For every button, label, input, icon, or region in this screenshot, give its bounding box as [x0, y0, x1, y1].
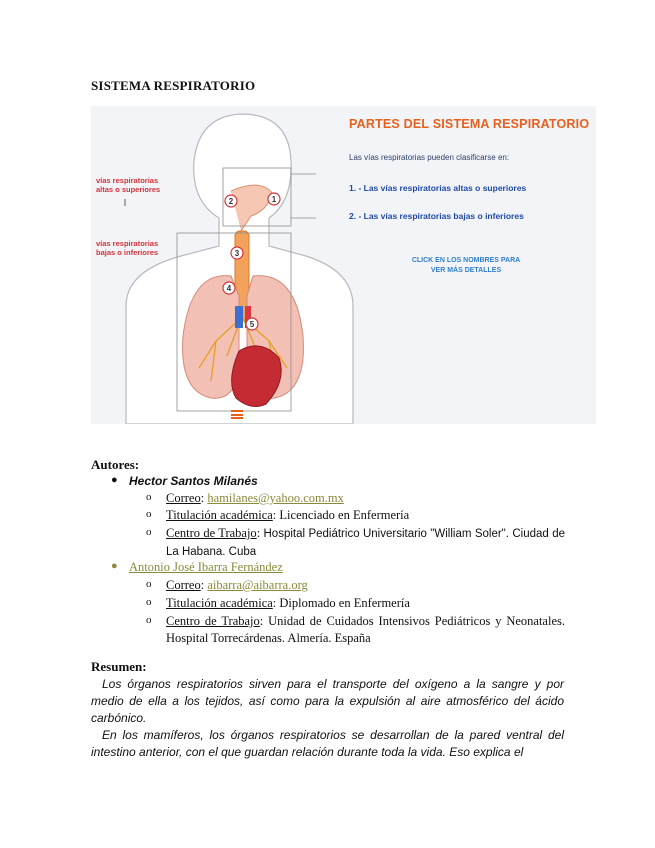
- author-name-link[interactable]: Antonio José Ibarra Fernández: [129, 560, 283, 574]
- degree-value: Licenciado en Enfermería: [279, 508, 410, 522]
- sub-bullet-icon: o: [146, 596, 152, 608]
- degree-label: Titulación académica: [166, 508, 273, 522]
- summary-paragraph: Los órganos respiratorios sirven para el transporte del oxígeno a la sangre y por medio de ella a los tejidos, así como para la expulsión al aire atmosférico del ácido carbónico.: [91, 677, 564, 725]
- figure-heading: PARTES DEL SISTEMA RESPIRATORIO: [349, 117, 590, 131]
- author-work-row: Centro de Trabajo: Hospital Pediátrico Universitario "William Soler". Ciudad de La Habana. Cuba: [166, 526, 565, 558]
- figure-intro: Las vías respiratorias pueden clasificarse en:: [349, 153, 510, 162]
- sub-bullet-icon: o: [146, 614, 152, 626]
- sub-bullet-icon: o: [146, 578, 152, 590]
- marker-1-label: 1: [271, 195, 277, 204]
- menu-icon[interactable]: [231, 410, 243, 419]
- bullet-icon: ●: [111, 560, 118, 572]
- author-degree-row: Titulación académica: Licenciado en Enfermería: [166, 508, 410, 522]
- author-name: Hector Santos Milanés: [129, 474, 258, 488]
- sub-bullet-icon: o: [146, 508, 152, 520]
- sub-bullet-icon: o: [146, 491, 152, 503]
- click-instruction: CLICK EN LOS NOMBRES PARA VER MÁS DETALLES: [411, 257, 521, 274]
- marker-4-label: 4: [226, 284, 232, 293]
- sub-bullet-icon: o: [146, 526, 152, 538]
- summary-body: [91, 676, 564, 761]
- author-email-row: Correo: hamilanes@yahoo.com.mx: [166, 491, 344, 505]
- marker-3-label: 3: [234, 249, 240, 258]
- email-label: Correo: [166, 578, 201, 592]
- work-label: Centro de Trabajo: [166, 526, 257, 540]
- marker-5-label: 5: [249, 320, 255, 329]
- lower-airways-label[interactable]: vías respiratorias bajas o inferiores: [96, 239, 159, 257]
- document-title: SISTEMA RESPIRATORIO: [91, 78, 256, 93]
- email-link[interactable]: hamilanes@yahoo.com.mx: [207, 491, 344, 505]
- work-label: Centro de Trabajo: [166, 614, 260, 628]
- author-work-row: Centro de Trabajo: Unidad de Cuidados Intensivos Pediátricos y Neonatales. Hospital Torrecárdenas. Almería. España: [166, 614, 565, 645]
- summary-paragraph: En los mamíferos, los órganos respiratorios se desarrollan de la pared ventral del intestino anterior, con el que guardan relación durante toda la vida. Eso explica el: [91, 728, 564, 759]
- respiratory-system-figure: [91, 106, 596, 424]
- bullet-icon: ●: [111, 474, 118, 486]
- author-degree-row: Titulación académica: Diplomado en Enfermería: [166, 596, 410, 610]
- degree-label: Titulación académica: [166, 596, 273, 610]
- work-value: Unidad de Cuidados Intensivos Pediátricos y Neonatales. Hospital Torrecárdenas. Almería. España: [166, 614, 565, 645]
- upper-airways-link[interactable]: 1. - Las vías respiratorias altas o superiores: [349, 183, 527, 193]
- upper-airways-label[interactable]: vías respiratorias altas o superiores: [96, 176, 161, 194]
- author-email-row: Correo: aibarra@aibarra.org: [166, 578, 308, 592]
- authors-heading: Autores:: [91, 457, 140, 472]
- email-link[interactable]: aibarra@aibarra.org: [207, 578, 308, 592]
- marker-2-label: 2: [228, 197, 234, 206]
- summary-heading: Resumen:: [91, 659, 147, 674]
- email-label: Correo: [166, 491, 201, 505]
- lower-airways-link[interactable]: 2. - Las vías respiratorias bajas o inferiores: [349, 211, 524, 221]
- work-value: Hospital Pediátrico Universitario "William Soler". Ciudad de La Habana. Cuba: [166, 528, 565, 558]
- vessel-blue: [235, 306, 243, 328]
- degree-value: Diplomado en Enfermería: [279, 596, 410, 610]
